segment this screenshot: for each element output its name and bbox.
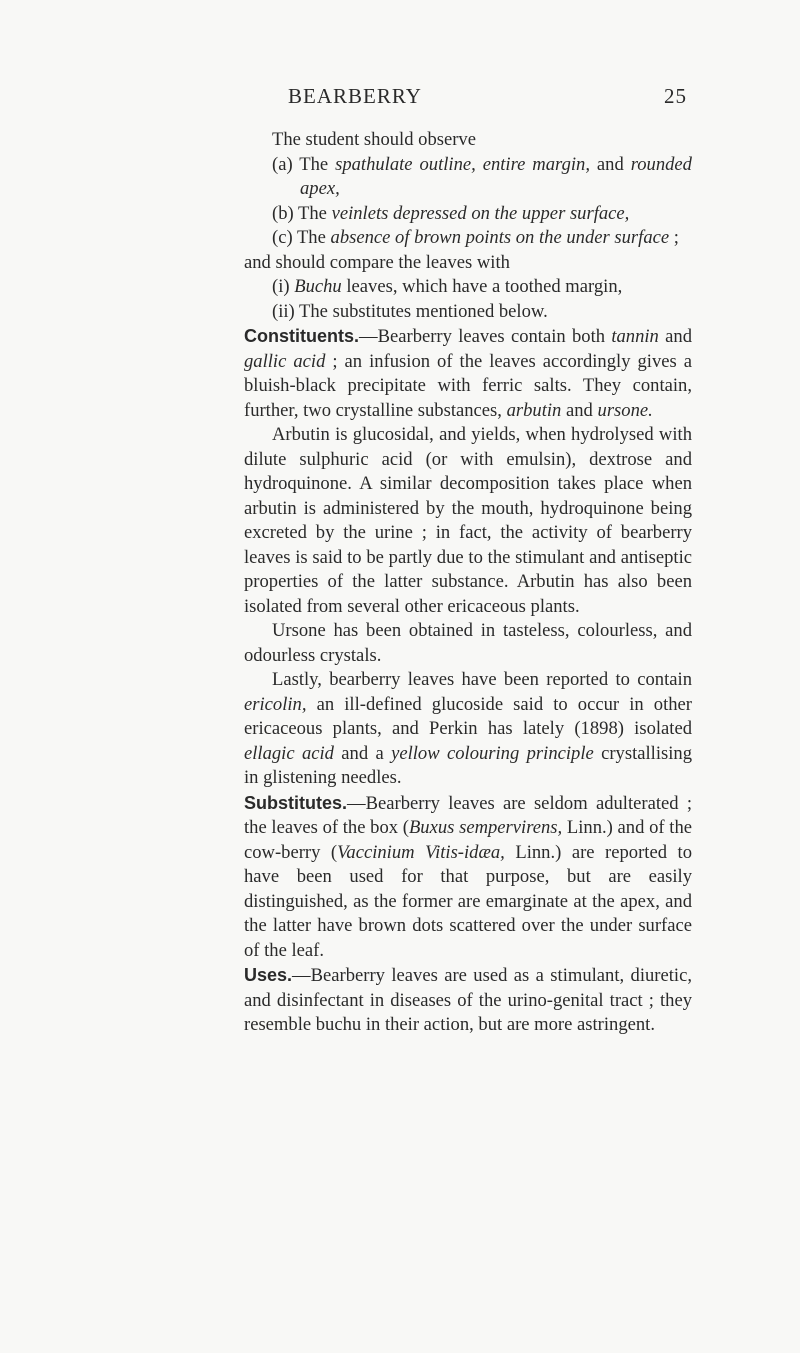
ursone-paragraph: Ursone has been obtained in tasteless, colourless, and odourless crystals.: [244, 620, 692, 666]
compare-line: and should compare the leaves with: [244, 251, 510, 273]
observe-intro: The student should observe: [272, 129, 476, 150]
uses-paragraph: Uses.—Bearberry leaves are used as a stimulant, diuretic, and disinfectant in diseases of the urino-genital tract ; they resemble buchu in their action, but are more astringent.: [244, 965, 692, 1035]
compare-item-i: (i) Buchu leaves, which have a toothed margin,: [272, 276, 623, 297]
observe-item-c: (c) The absence of brown points on the under surface ;: [272, 227, 679, 248]
lastly-paragraph: Lastly, bearberry leaves have been reported to contain ericolin, an ill-defined glucoside said to occur in other ericaceous plants, and Perkin has lately (1898) isolated ellagic acid and a yellow colouring principle crystallising in glistening needles.: [244, 669, 692, 788]
compare-item-ii: (ii) The substitutes mentioned below.: [272, 300, 548, 322]
page-body: [244, 128, 692, 1038]
arbutin-paragraph: Arbutin is glucosidal, and yields, when hydrolysed with dilute sulphuric acid (or with emulsin), dextrose and hydroquinone. A similar decomposition takes place when arbutin is administered by the mouth, hydroquinone being excreted by the urine ; in fact, the activity of bearberry leaves is said to be partly due to the stimulant and antiseptic properties of the latter substance. Arbutin has also been isolated from several other ericaceous plants.: [244, 424, 692, 617]
running-title: BEARBERRY: [288, 84, 422, 108]
running-header: [0, 84, 800, 114]
page-number: 25: [664, 84, 687, 108]
observe-item-a: (a) The spathulate outline, entire margin, and rounded apex,: [272, 153, 692, 199]
constituents-paragraph: Constituents.—Bearberry leaves contain both tannin and gallic acid ; an infusion of the leaves accordingly gives a bluish-black precipitate with ferric salts. They contain, further, two crystalline substances, arbutin and ursone.: [244, 326, 692, 421]
uses-heading: Uses.: [244, 965, 293, 985]
constituents-heading: Constituents.: [244, 326, 359, 346]
substitutes-heading: Substitutes.: [244, 792, 348, 813]
substitutes-paragraph: Substitutes.—Bearberry leaves are seldom adulterated ; the leaves of the box (Buxus sempervirens, Linn.) and of the cow-berry (Vaccinium Vitis-idæa, Linn.) are reported to have been used for that purpose, but are easily distinguished, as the former are emarginate at the apex, and the latter have brown dots scattered over the under surface of the leaf.: [244, 792, 692, 961]
observe-item-b: (b) The veinlets depressed on the upper surface,: [272, 202, 630, 224]
